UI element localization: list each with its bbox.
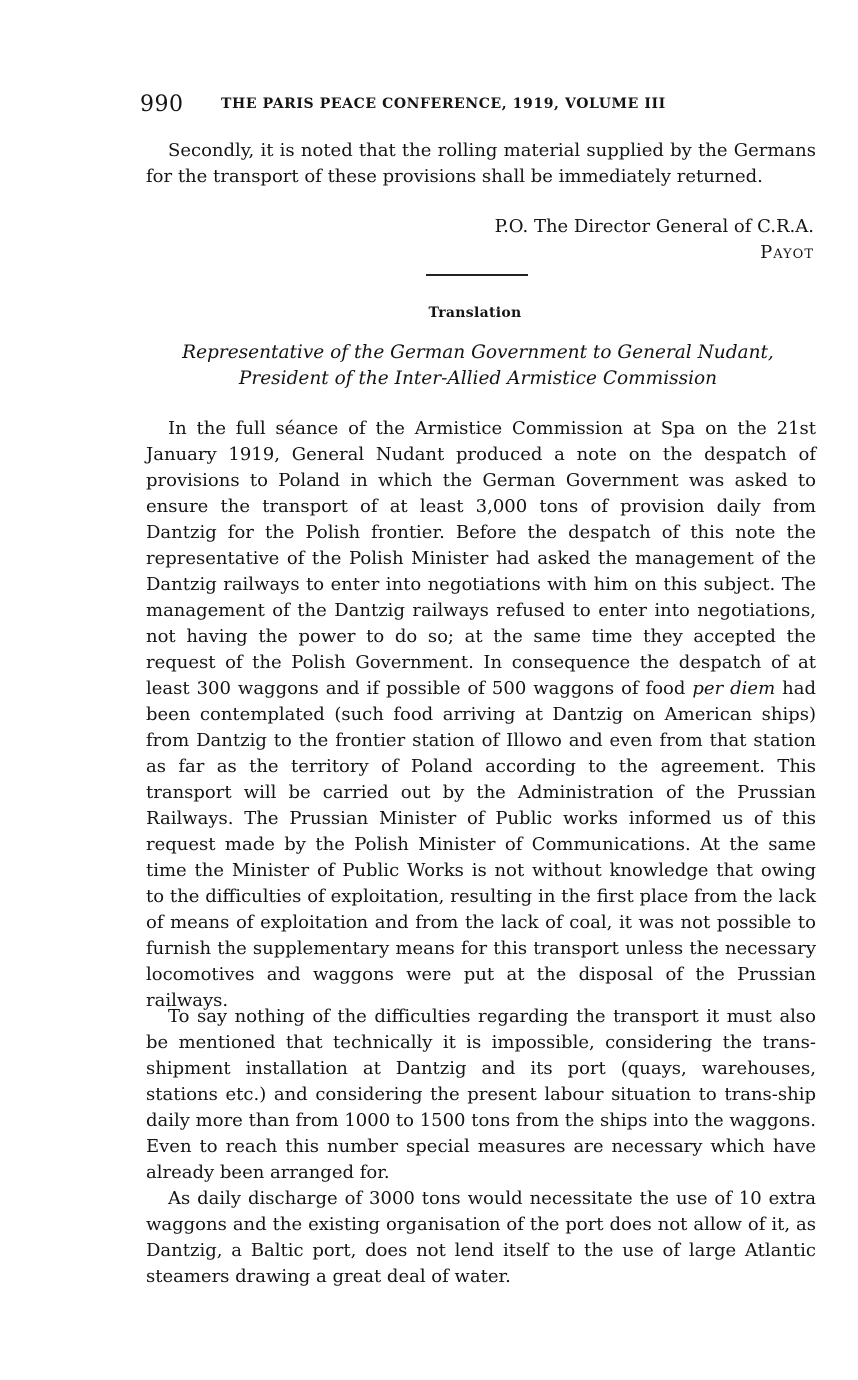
paragraph-1-text-end: had been contemplated (such food arriving at Dantzig on American ships) from Dantzig to the frontier station of Illowo and even from that station as far as the territory of Poland according to the agreement. This transport will be carried out by the Administration of the Prussian Railways. The Prussian Minister of Public works informed us of this request made by the Polish Minister of Communications. At the same time the Minister of Public Works is not without knowledge that owing to the difficulties of exploitation, resulting in the first place from the lack of means of exploitation and from the lack of coal, it was not possible to furnish the supplementary means for this transport unless the necessary locomotives and waggons were put at the disposal of the Prussian railways. <box>146 678 816 1011</box>
signature-name: Payot <box>760 242 814 263</box>
letter-paragraph: Secondly, it is noted that the rolling material supplied by the Germans for the transport of these provisions shall be immediately returned. <box>146 140 816 187</box>
translation-paragraph-2: To say nothing of the difficulties regarding the transport it must also be mentioned that technically it is impossible, considering the trans-shipment installation at Dantzig and its port (quays, warehouses, stations etc.) and considering the present labour situation to trans-ship daily more than from 1000 to 1500 tons from the ships into the waggons. Even to reach this number special measures are necessary which have already been arranged for. <box>146 1006 816 1183</box>
paragraph-1-italic-phrase: per diem <box>692 678 776 699</box>
page-number: 990 <box>140 92 184 117</box>
address-block <box>140 340 816 392</box>
address-line-1: Representative of the German Government to General Nudant, <box>182 342 774 363</box>
address-line-2: President of the Inter-Allied Armistice Commission <box>238 368 718 389</box>
translation-paragraph-3: As daily discharge of 3000 tons would necessitate the use of 10 extra waggons and the existing organisation of the port does not allow of it, as Dantzig, a Baltic port, does not lend itself to the use of large Atlantic steamers drawing a great deal of water. <box>146 1188 816 1287</box>
translation-heading: Translation <box>428 305 522 321</box>
signature-line: P.O. The Director General of C.R.A. <box>494 216 814 237</box>
section-divider <box>426 274 528 276</box>
running-title: THE PARIS PEACE CONFERENCE, 1919, VOLUME III <box>221 96 666 112</box>
page-header <box>140 92 820 122</box>
translation-paragraph-1 <box>146 416 816 1014</box>
paragraph-1-text-start: In the full séance of the Armistice Commission at Spa on the 21st January 1919, General Nudant produced a note on the despatch of provisions to Poland in which the German Government was asked to ensure the transport of at least 3,000 tons of provision daily from Dantzig for the Polish frontier. Before the despatch of this note the representative of the Polish Minister had asked the management of the Dantzig railways to enter into negotiations with him on this subject. The management of the Dantzig railways refused to enter into negotiations, not having the power to do so; at the same time they accepted the request of the Polish Government. In consequence the despatch of at least 300 waggons and if possible of 500 waggons of food <box>146 418 816 699</box>
